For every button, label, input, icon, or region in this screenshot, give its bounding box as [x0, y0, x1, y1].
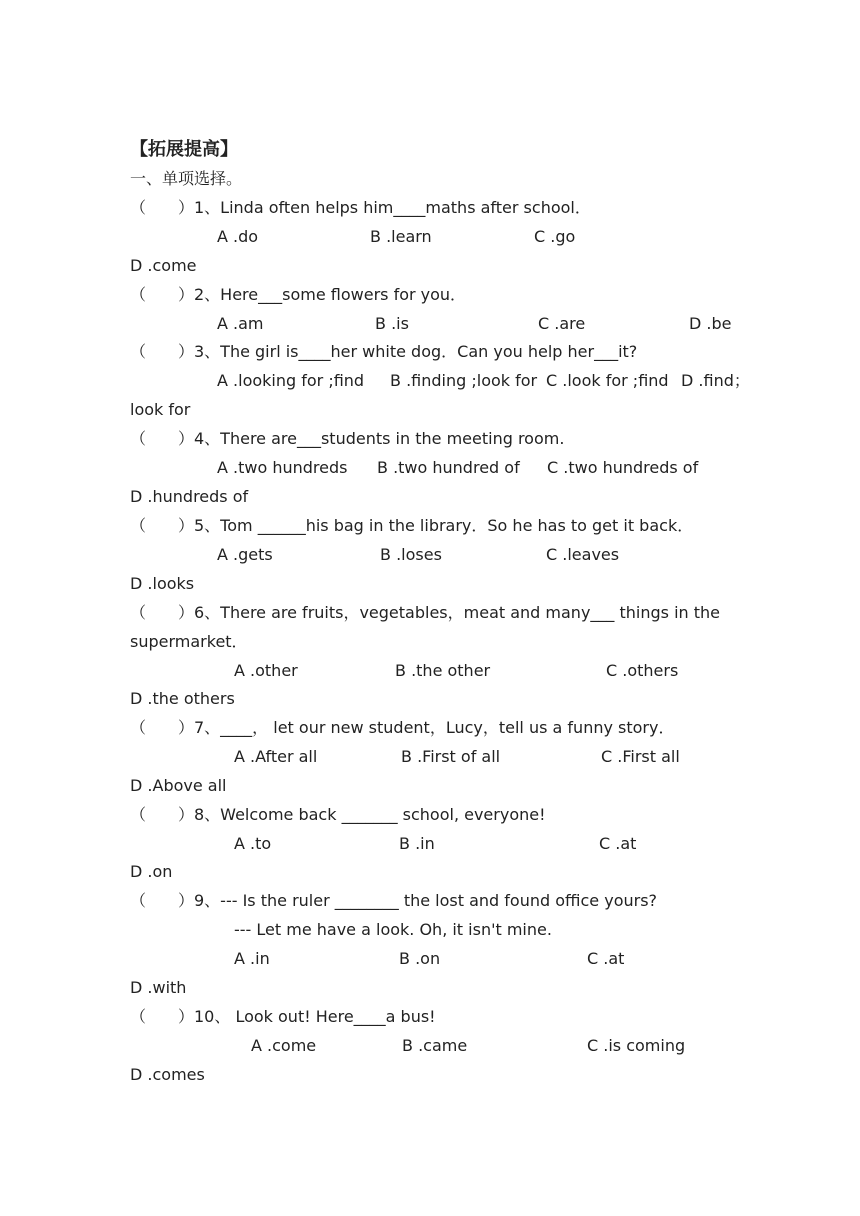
- q9-option-b: B .on: [399, 949, 441, 968]
- q8-option-a: A .to: [234, 834, 272, 853]
- q10-option-b: B .came: [402, 1036, 468, 1055]
- q8-option-b: B .in: [399, 834, 435, 853]
- q7-option-a: A .After all: [234, 747, 318, 766]
- q10-option-a: A .come: [251, 1036, 317, 1055]
- question-4: （ ）4、There are___students in the meeting room.: [130, 429, 565, 448]
- page-title: 【拓展提高】: [130, 139, 238, 160]
- q2-option-c: C .are: [538, 314, 586, 333]
- q4-option-c: C .two hundreds of: [547, 458, 699, 477]
- question-6: （ ）6、There are fruits，vegetables，meat and many___ things in the: [130, 603, 721, 622]
- q3-option-b: B .finding ;look for: [390, 371, 538, 390]
- q6-option-d: D .the others: [130, 689, 235, 708]
- q3-option-d-cont: look for: [130, 400, 191, 419]
- q5-option-b: B .loses: [380, 545, 442, 564]
- q3-option-d: D .find；: [681, 371, 750, 390]
- q2-option-b: B .is: [375, 314, 409, 333]
- q2-option-a: A .am: [217, 314, 264, 333]
- question-1: （ ）1、Linda often helps him____maths after school．: [130, 198, 591, 217]
- q10-option-d: D .comes: [130, 1065, 205, 1084]
- q8-option-d: D .on: [130, 862, 173, 881]
- q10-option-c: C .is coming: [587, 1036, 686, 1055]
- question-5: （ ）5、Tom ______his bag in the library．So he has to get it back．: [130, 516, 694, 535]
- q7-option-d: D .Above all: [130, 776, 227, 795]
- q5-option-c: C .leaves: [546, 545, 620, 564]
- q3-option-a: A .looking for ;find: [217, 371, 365, 390]
- q3-option-c: C .look for ;find: [546, 371, 669, 390]
- q2-option-d: D .be: [689, 314, 732, 333]
- question-7: （ ）7、____， let our new student，Lucy，tell us a funny story．: [130, 718, 675, 737]
- question-8: （ ）8、Welcome back _______ school, everyone!: [130, 805, 546, 824]
- q1-option-b: B .learn: [370, 227, 432, 246]
- question-3: （ ）3、The girl is____her white dog．Can you help her___it?: [130, 342, 638, 361]
- section-heading: 一、单项选择。: [130, 169, 243, 188]
- question-9: （ ）9、--- Is the ruler ________ the lost and found office yours?: [130, 891, 658, 910]
- q1-option-d: D .come: [130, 256, 197, 275]
- q4-option-b: B .two hundred of: [377, 458, 520, 477]
- question-6-cont: supermarket．: [130, 632, 248, 651]
- question-9-reply: --- Let me have a look. Oh, it isn't mine.: [234, 920, 552, 939]
- q6-option-a: A .other: [234, 661, 298, 680]
- question-10: （ ）10、 Look out! Here____a bus!: [130, 1007, 436, 1026]
- q4-option-a: A .two hundreds: [217, 458, 348, 477]
- q7-option-b: B .First of all: [401, 747, 501, 766]
- q6-option-b: B .the other: [395, 661, 491, 680]
- q9-option-c: C .at: [587, 949, 625, 968]
- q1-option-a: A .do: [217, 227, 259, 246]
- q5-option-a: A .gets: [217, 545, 273, 564]
- q7-option-c: C .First all: [601, 747, 680, 766]
- q5-option-d: D .looks: [130, 574, 195, 593]
- q1-option-c: C .go: [534, 227, 576, 246]
- question-2: （ ）2、Here___some flowers for you．: [130, 285, 467, 304]
- q4-option-d: D .hundreds of: [130, 487, 249, 506]
- q8-option-c: C .at: [599, 834, 637, 853]
- q6-option-c: C .others: [606, 661, 679, 680]
- q9-option-a: A .in: [234, 949, 270, 968]
- q9-option-d: D .with: [130, 978, 187, 997]
